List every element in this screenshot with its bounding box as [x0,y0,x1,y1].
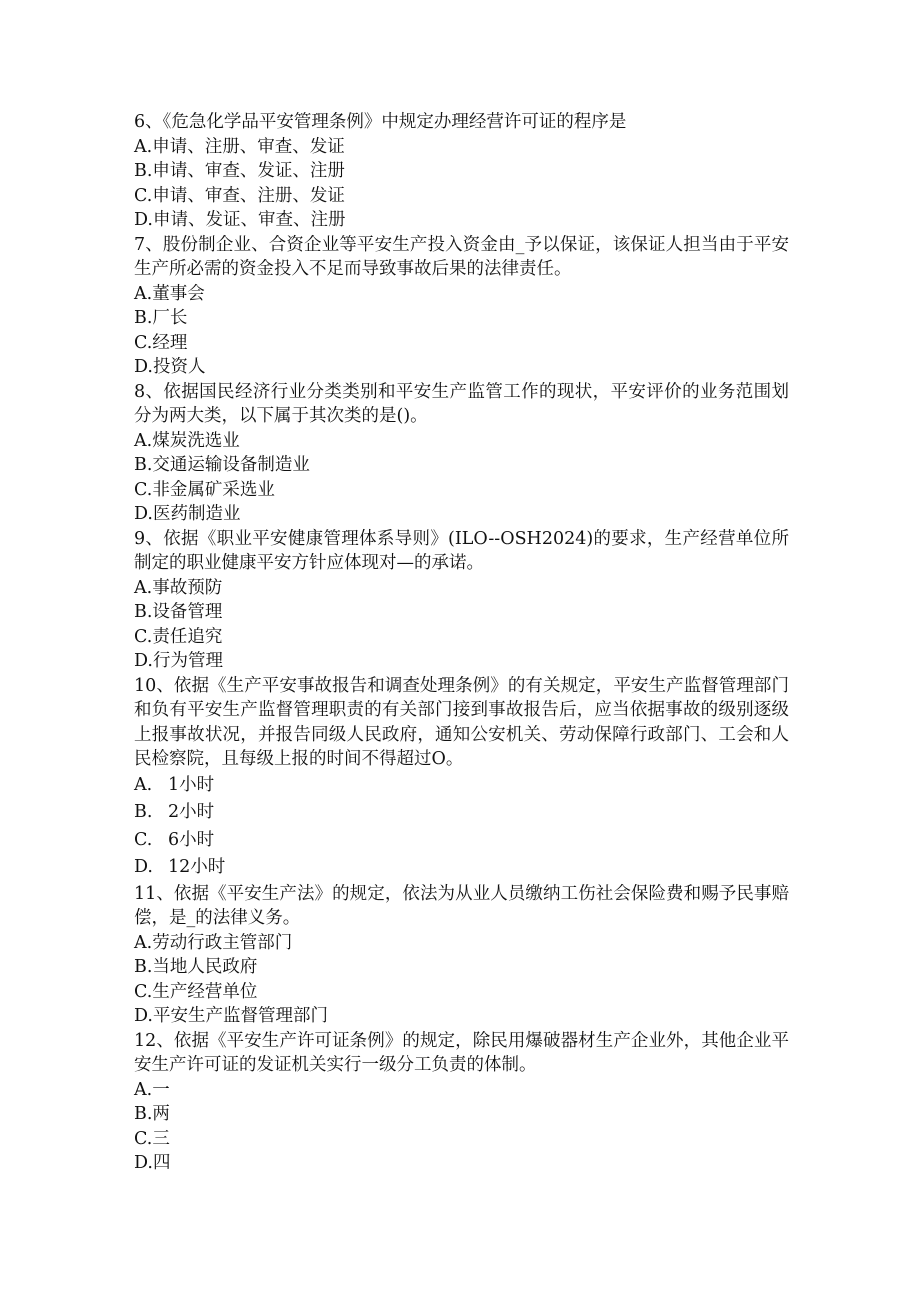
option-b: B.申请、审查、发证、注册 [134,161,345,181]
option-d: D.申请、发证、审查、注册 [134,210,346,230]
option-letter: A. [134,774,153,795]
option-c: C.申请、审查、注册、发证 [134,185,345,206]
option-value: 6小时 [168,829,215,850]
option-b: B.两 [134,1104,170,1124]
question-text: 6、《危急化学品平安管理条例》中规定办理经营许可证的程序是 [134,112,627,132]
question-7 [134,233,789,380]
question-text: 8、依据国民经济行业分类类别和平安生产监管工作的现状，平安评价的业务范围划分为两大类，以下属于其次类的是()。 [134,381,789,426]
question-text: 12、依据《平安生产许可证条例》的规定，除民用爆破器材生产企业外，其他企业平安生产许可证的发证机关实行一级分工负责的体制。 [134,1030,789,1075]
option-b [134,799,789,827]
option-c: C.生产经营单位 [134,981,258,1002]
option-b: B.厂长 [134,308,188,328]
question-text: 9、依据《职业平安健康管理体系导则》(ILO--OSH2024)的要求，生产经营单位所制定的职业健康平安方针应体现对—的承诺。 [134,528,789,573]
option-d: D.四 [134,1153,171,1173]
question-10 [134,674,789,882]
option-b: B.当地人民政府 [134,957,258,977]
option-letter: D. [134,857,153,877]
option-a: A.董事会 [134,283,205,304]
question-6 [134,110,789,233]
option-d: D.投资人 [134,357,206,377]
option-b: B.设备管理 [134,602,223,622]
option-a: A.一 [134,1079,170,1100]
option-c: C.三 [134,1128,170,1149]
question-8 [134,380,789,527]
option-d [134,854,789,882]
option-c: C.经理 [134,332,188,353]
option-letter: B. [134,802,153,822]
exam-page [134,110,789,1176]
question-11 [134,882,789,1029]
option-d: D.行为管理 [134,651,223,671]
option-a [134,772,789,800]
option-b: B.交通运输设备制造业 [134,455,310,475]
question-text: 10、依据《生产平安事故报告和调查处理条例》的有关规定，平安生产监督管理部门和负有平安生产监督管理职责的有关部门接到事故报告后，应当依据事故的级别逐级上报事故状况，并报告同级人民政府，通知公安机关、劳动保障行政部门、工会和人民检察院，且每级上报的时间不得超过O。 [134,675,789,769]
option-a: A.事故预防 [134,577,223,598]
option-value: 2小时 [168,802,215,822]
option-c: C.非金属矿采选业 [134,479,275,500]
option-letter: C. [134,829,153,850]
option-value: 1小时 [168,774,215,795]
question-9 [134,527,789,674]
option-a: A.劳动行政主管部门 [134,932,293,953]
option-a: A.申请、注册、审查、发证 [134,136,345,157]
option-value: 12小时 [168,857,226,877]
option-c [134,827,789,855]
question-12 [134,1029,789,1176]
option-a: A.煤炭洗选业 [134,430,240,451]
question-text: 7、股份制企业、合资企业等平安生产投入资金由_予以保证，该保证人担当由于平安生产所必需的资金投入不足而导致事故后果的法律责任。 [134,234,789,279]
option-d: D.平安生产监督管理部门 [134,1006,328,1026]
option-c: C.责任追究 [134,626,223,647]
option-d: D.医药制造业 [134,504,241,524]
question-text: 11、依据《平安生产法》的规定，依法为从业人员缴纳工伤社会保险费和赐予民事赔偿，是_的法律义务。 [134,883,789,928]
